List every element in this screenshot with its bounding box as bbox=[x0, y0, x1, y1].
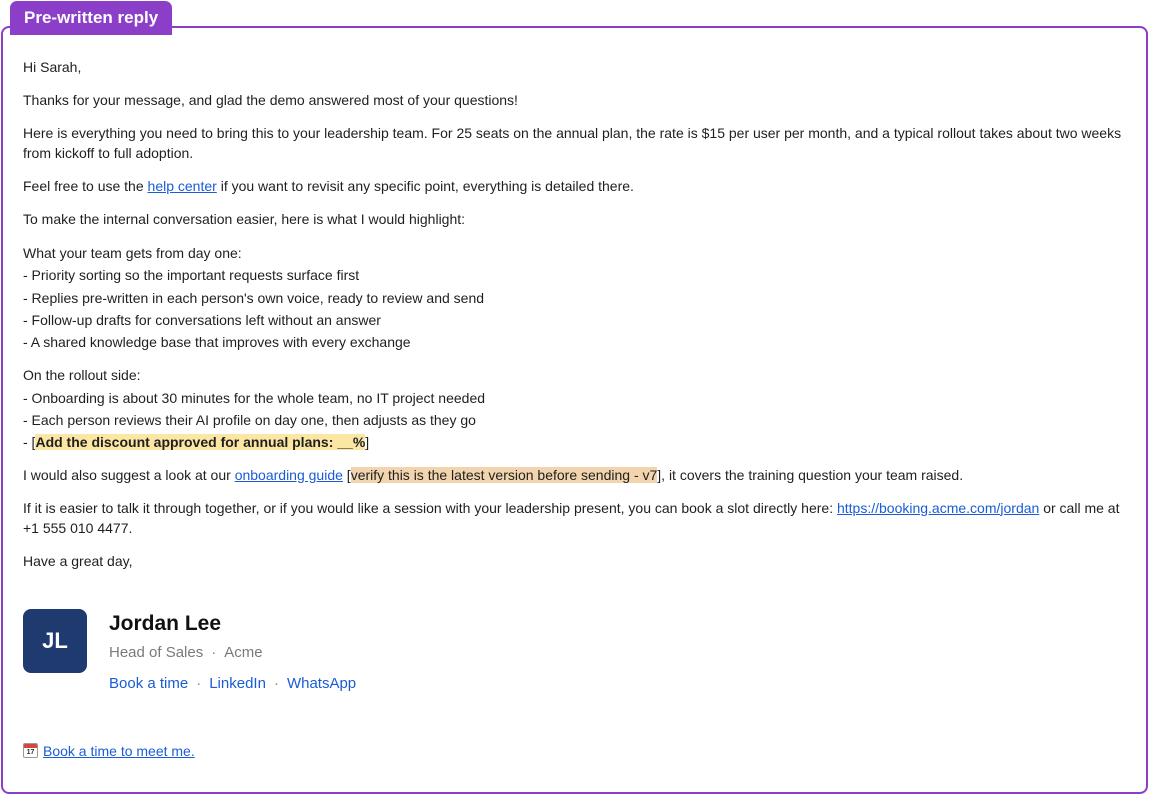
paragraph-onboarding-guide bbox=[23, 465, 1133, 485]
calendar-icon bbox=[23, 743, 38, 758]
list-item: - Each person reviews their AI profile on day one, then adjusts as they go bbox=[23, 412, 476, 429]
paragraph-thanks: Thanks for your message, and glad the demo answered most of your questions! bbox=[23, 92, 518, 108]
booking-url-link[interactable]: https://booking.acme.com/jordan bbox=[836, 499, 1040, 516]
list-item: - Onboarding is about 30 minutes for the whole team, no IT project needed bbox=[23, 389, 486, 406]
separator: · bbox=[196, 675, 202, 692]
text: [ bbox=[342, 466, 351, 483]
list-item: - Replies pre-written in each person's own voice, ready to review and send bbox=[23, 289, 485, 306]
calendar-day: 17 bbox=[26, 749, 35, 756]
signature-company: Acme bbox=[224, 644, 263, 661]
text: Feel free to use the bbox=[23, 178, 148, 194]
text: If it is easier to talk it through together, or if you would like a session with your leadership present, you can book a slot directly here: bbox=[23, 499, 837, 516]
pre-written-reply-tab: Pre-written reply bbox=[10, 1, 172, 35]
text: ], it covers the training question your team raised. bbox=[657, 466, 964, 483]
email-signature bbox=[23, 609, 623, 699]
footer-booking bbox=[23, 743, 195, 759]
text: ] bbox=[365, 434, 370, 451]
separator: · bbox=[211, 644, 217, 661]
signature-title: Head of Sales bbox=[109, 644, 204, 661]
list-item bbox=[23, 431, 1133, 453]
greeting: Hi Sarah, bbox=[23, 59, 82, 75]
signature-name: Jordan Lee bbox=[109, 612, 222, 635]
closing: Have a great day, bbox=[23, 552, 133, 569]
paragraph-pricing: Here is everything you need to bring this to your leadership team. For 25 seats on the annual plan, the rate is $15 per user per month, and a typical rollout takes about two weeks from kickoff to full adoption. bbox=[23, 125, 1122, 161]
help-center-link[interactable]: help center bbox=[147, 178, 217, 194]
onboarding-guide-link[interactable]: onboarding guide bbox=[234, 466, 343, 483]
separator: · bbox=[273, 675, 279, 692]
verify-note-highlight[interactable]: verify this is the latest version before sending - v7 bbox=[350, 466, 658, 483]
benefits-list bbox=[23, 242, 1133, 353]
list-title: What your team gets from day one: bbox=[23, 245, 242, 261]
book-meeting-link[interactable]: Book a time to meet me. bbox=[43, 743, 195, 759]
text: or call me at +1 555 010 4477. bbox=[23, 499, 1120, 536]
text: - [ bbox=[23, 434, 36, 451]
linkedin-link[interactable]: LinkedIn bbox=[209, 675, 266, 692]
text: if you want to revisit any specific point, everything is detailed there. bbox=[216, 178, 634, 194]
paragraph-help-center bbox=[23, 176, 1133, 196]
list-item: - Priority sorting so the important requests surface first bbox=[23, 267, 360, 284]
discount-placeholder[interactable]: Add the discount approved for annual plans: __% bbox=[35, 434, 366, 451]
email-body[interactable] bbox=[23, 57, 1133, 584]
rollout-list bbox=[23, 364, 1133, 453]
paragraph-booking bbox=[23, 498, 1133, 538]
list-item: - A shared knowledge base that improves with every exchange bbox=[23, 334, 411, 351]
whatsapp-link[interactable]: WhatsApp bbox=[286, 675, 357, 692]
avatar: JL bbox=[23, 609, 87, 673]
list-item: - Follow-up drafts for conversations left without an answer bbox=[23, 311, 381, 328]
list-title: On the rollout side: bbox=[23, 367, 141, 384]
book-a-time-link[interactable]: Book a time bbox=[109, 675, 189, 692]
signature-role bbox=[109, 644, 263, 661]
paragraph-highlight-intro: To make the internal conversation easier, here is what I would highlight: bbox=[23, 211, 466, 227]
signature-links bbox=[109, 675, 356, 692]
text: I would also suggest a look at our bbox=[23, 466, 235, 483]
